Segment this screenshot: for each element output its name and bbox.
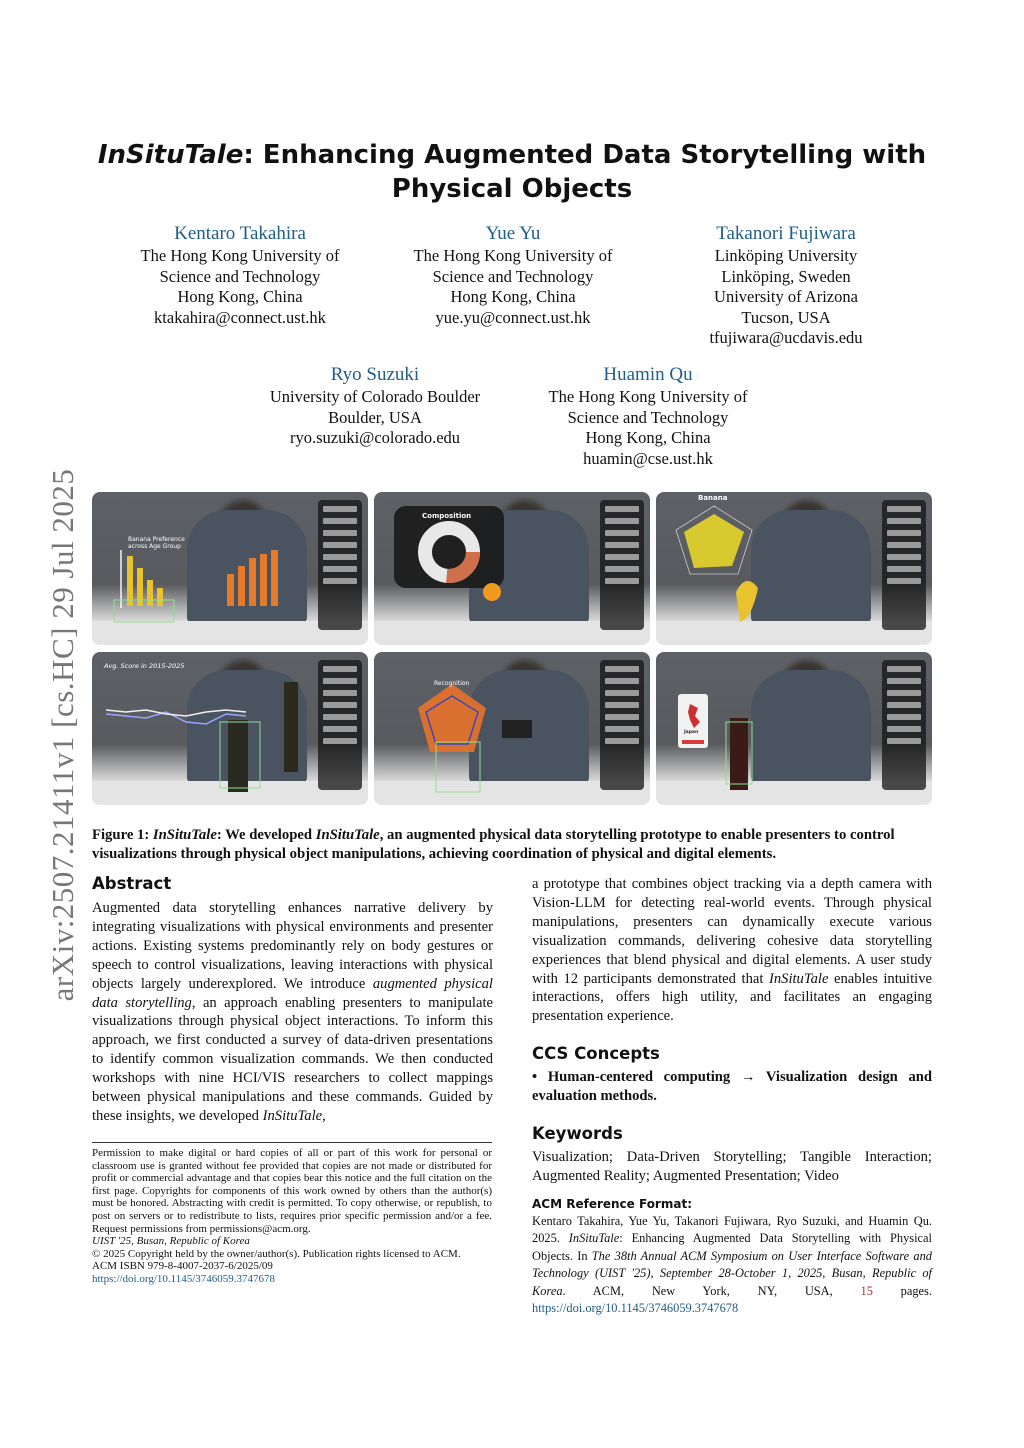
author-affiliation: Linköping University bbox=[714, 246, 858, 265]
abstract-emphasis: InSituTale bbox=[262, 1107, 323, 1124]
author-affiliation: Science and Technology bbox=[159, 266, 321, 286]
author-affiliation: Science and Technology bbox=[567, 407, 729, 427]
acm-ref-system-name: InSituTale bbox=[568, 1231, 620, 1246]
figure-panel-bar-chart bbox=[92, 492, 368, 645]
abstract-emphasis: augmented physical data storytelling bbox=[92, 975, 493, 1011]
author-location: Linköping, Sweden bbox=[721, 266, 851, 286]
author-name: Kentaro Takahira bbox=[174, 223, 306, 244]
author-block bbox=[528, 363, 768, 469]
ccs-heading: CCS Concepts bbox=[532, 1044, 660, 1063]
caption-text: : We developed bbox=[216, 827, 316, 843]
author-email: ryo.suzuki@colorado.edu bbox=[289, 428, 461, 448]
author-block bbox=[120, 222, 360, 328]
acm-reference-heading: ACM Reference Format: bbox=[532, 1197, 692, 1211]
keywords-text: Visualization; Data-Driven Storytelling; Tangible Interaction; Augmented Reality; Augmented Presentation; Video bbox=[532, 1149, 932, 1184]
acm-ref-text: . ACM, New York, NY, USA, bbox=[562, 1283, 861, 1298]
acm-ref-text: pages. bbox=[872, 1283, 932, 1298]
copyright-text: © 2025 Copyright held by the owner/author(s). Publication rights licensed to ACM. bbox=[92, 1247, 461, 1260]
abstract-paragraph-continued bbox=[532, 875, 932, 1026]
paper-title bbox=[92, 138, 932, 206]
panel-label: Composition bbox=[422, 512, 472, 520]
author-location: Hong Kong, China bbox=[450, 287, 576, 307]
author-location: Hong Kong, China bbox=[177, 287, 303, 307]
panel-label: Recognition bbox=[434, 680, 470, 687]
acm-ref-doi-link[interactable]: https://doi.org/10.1145/3746059.3747678 bbox=[532, 1301, 739, 1316]
author-name: Ryo Suzuki bbox=[330, 364, 420, 385]
author-location: Boulder, USA bbox=[328, 407, 422, 427]
venue-text: UIST '25, Busan, Republic of Korea bbox=[92, 1235, 250, 1248]
teaser-figure bbox=[92, 492, 932, 808]
permission-text: Permission to make digital or hard copies of all or part of this work for personal or classroom use is granted without fee provided that copies are not made or distributed for profit or commercial advantage and that copies bear this notice and the full citation on the first page. Copyrights for components of this work owned by others than the author(s) must be honored. Abstracting with credit is permitted. To copy otherwise, or republish, to post on servers or to redistribute to lists, requires prior specific permission and/or a fee. Request permissions from permissions@acm.org. bbox=[92, 1147, 492, 1235]
abstract-text: enables intuitive interactions, offers high utility, and facilitates an engaging presentation experience. bbox=[532, 970, 932, 1025]
footnote-rule bbox=[92, 1142, 492, 1143]
title-line1: : Enhancing Augmented Data Storytelling with bbox=[243, 140, 927, 170]
arxiv-identifier: arXiv:2507.21411v1 [cs.HC] 29 Jul 2025 bbox=[45, 468, 80, 1002]
author-affiliation: The Hong Kong University of bbox=[413, 246, 613, 265]
figure-panel-line-chart bbox=[92, 652, 368, 805]
author-block bbox=[666, 222, 906, 349]
figure-panel-donut-chart bbox=[374, 492, 650, 645]
caption-text: , an augmented physical data storytelling prototype to enable presenters to control visualizations through physical object manipulations, achieving coordination of physical and digital elements. bbox=[92, 827, 895, 862]
panel-label: Banana Preference across Age Group bbox=[128, 536, 185, 550]
figure-caption bbox=[92, 826, 934, 864]
acm-ref-text: : Enhancing Augmented Data Storytelling with Physical Objects. In bbox=[532, 1231, 932, 1263]
author-name: Takanori Fujiwara bbox=[716, 223, 856, 244]
permission-notice bbox=[92, 1147, 492, 1286]
author-affiliation: Science and Technology bbox=[432, 266, 594, 286]
figure-panel-map-card bbox=[656, 652, 932, 805]
caption-prefix: Figure 1: bbox=[92, 827, 153, 843]
abstract-paragraph bbox=[92, 899, 493, 1126]
panel-label: Japan bbox=[684, 730, 699, 735]
author-location: Hong Kong, China bbox=[585, 428, 711, 448]
author-email: huamin@cse.ust.hk bbox=[583, 448, 713, 468]
author-email: tfujiwara@ucdavis.edu bbox=[709, 328, 863, 348]
figure-panel-radar-comparison bbox=[374, 652, 650, 805]
abstract-text: , an approach enabling presenters to manipulate visualizations through physical object interactions. To inform this approach, we first conducted a survey of data-driven presentations to identify common visualization commands. We then conducted workshops with nine HCI/VIS researchers to collect mappings between physical manipulations and these commands. Guided by these insights, we developed bbox=[92, 994, 493, 1124]
author-block bbox=[393, 222, 633, 328]
author-name: Huamin Qu bbox=[603, 364, 693, 385]
author-email: ktakahira@connect.ust.hk bbox=[154, 307, 326, 327]
caption-system-name: InSituTale bbox=[152, 827, 217, 843]
abstract-text: a prototype that combines object tracking via a depth camera with Vision-LLM for detecting real-world events. Through physical manipulations, presenters can dynamically execute various visualization commands, delivering cohesive data storytelling experiences that blend physical and digital elements. A user study with 12 participants demonstrated that bbox=[532, 876, 932, 987]
author-name: Yue Yu bbox=[485, 223, 541, 244]
acm-ref-text: Kentaro Takahira, Yue Yu, Takanori Fujiwara, Ryo Suzuki, and Huamin Qu. 2025. bbox=[532, 1214, 932, 1246]
abstract-heading: Abstract bbox=[92, 874, 172, 893]
figure-panel-radar-chart bbox=[656, 492, 932, 645]
title-line2: Physical Objects bbox=[391, 174, 633, 204]
isbn-text: ACM ISBN 979-8-4007-2037-6/2025/09 bbox=[92, 1260, 273, 1273]
line-chart-overlay bbox=[92, 652, 368, 805]
panel-label: Banana bbox=[698, 494, 728, 502]
author-affiliation: University of Colorado Boulder bbox=[269, 387, 481, 406]
acm-reference-text bbox=[532, 1213, 932, 1317]
author-block bbox=[250, 363, 500, 449]
radar-comparison-overlay bbox=[374, 652, 650, 805]
map-card-overlay bbox=[656, 652, 932, 805]
abstract-text: Augmented data storytelling enhances narrative delivery by integrating visualizations with physical environments and presenter actions. Existing systems predominantly rely on body gestures or speech to control visualizations, leaving interactions with physical objects largely underexplored. We introduce bbox=[92, 900, 493, 992]
acm-ref-venue: The 38th Annual ACM Symposium on User Interface Software and Technology (UIST '25), September 28-October 1, 2025, Busan, Republic of Korea bbox=[532, 1248, 932, 1298]
panel-label: Avg. Score in 2015-2025 bbox=[104, 662, 185, 670]
author-location: Tucson, USA bbox=[741, 307, 831, 327]
doi-link[interactable]: https://doi.org/10.1145/3746059.3747678 bbox=[92, 1272, 276, 1285]
author-email: yue.yu@connect.ust.hk bbox=[435, 307, 591, 327]
acm-ref-pages[interactable]: 15 bbox=[860, 1283, 873, 1298]
donut-chart-overlay bbox=[374, 492, 650, 645]
radar-chart-overlay bbox=[656, 492, 932, 645]
author-affiliation: The Hong Kong University of bbox=[140, 246, 340, 265]
author-affiliation: The Hong Kong University of bbox=[548, 387, 748, 406]
abstract-emphasis: InSituTale bbox=[768, 970, 829, 987]
author-affiliation: University of Arizona bbox=[714, 287, 858, 307]
caption-system-name: InSituTale bbox=[315, 827, 380, 843]
ccs-text: • Human-centered computing → Visualization design and evaluation methods. bbox=[532, 1069, 932, 1104]
keywords-heading: Keywords bbox=[532, 1124, 623, 1143]
bar-chart-overlay bbox=[92, 492, 368, 645]
title-system-name: InSituTale bbox=[97, 140, 244, 170]
abstract-text: , bbox=[322, 1107, 326, 1124]
